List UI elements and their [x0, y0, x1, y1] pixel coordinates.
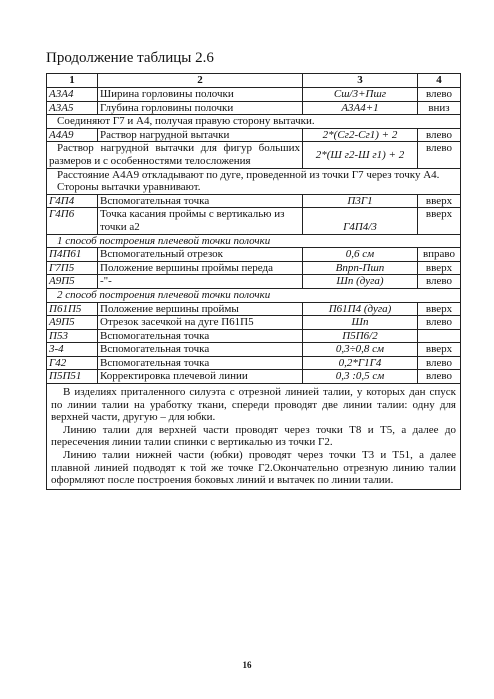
segment-cell: П61П5 [47, 302, 98, 316]
table-row [47, 261, 461, 275]
description-cell: Положение вершины проймы переда [98, 261, 303, 275]
note-paragraph: Линию талии нижней части (юбки) проводят через точки Т3 и Т51, а далее плавной линией подводят к той же точке Г2.Окончательно отрезную линию талии оформляют после построения боковых линий и вытачек по линии талии. [51, 449, 456, 487]
direction-cell: вниз [418, 101, 461, 115]
segment-cell: П53 [47, 329, 98, 343]
table-row [47, 142, 461, 168]
formula-cell: 0,6 см [303, 248, 418, 262]
table-row [47, 370, 461, 384]
segment-cell: А9П5 [47, 275, 98, 289]
header-col-2: 2 [98, 74, 303, 88]
direction-cell: вверх [418, 194, 461, 208]
formula-cell: 2*(Ш г2-Ш г1) + 2 [303, 142, 418, 168]
section-row-text: Соединяют Г7 и А4, получая правую сторону вытачки. [47, 115, 461, 129]
page-title: Продолжение таблицы 2.6 [46, 50, 214, 66]
table-row [47, 128, 461, 142]
table-row [47, 316, 461, 330]
segment-cell: Г7П5 [47, 261, 98, 275]
description-cell: -"- [98, 275, 303, 289]
table-row [47, 248, 461, 262]
segment-cell: П4П61 [47, 248, 98, 262]
table-row [47, 208, 461, 234]
direction-cell: вверх [418, 343, 461, 357]
description-cell: Вспомогательная точка [98, 194, 303, 208]
formula-cell: 0,2*Г1Г4 [303, 356, 418, 370]
description-cell: Вспомогательная точка [98, 356, 303, 370]
segment-cell: А4А9 [47, 128, 98, 142]
direction-cell: влево [418, 316, 461, 330]
section-row-text: 1 способ построения плечевой точки полочки [47, 234, 461, 248]
description-cell: Вспомогательная точка [98, 343, 303, 357]
direction-cell: вверх [418, 208, 461, 234]
header-col-3: 3 [303, 74, 418, 88]
table-row [47, 101, 461, 115]
table-row [47, 329, 461, 343]
direction-cell: влево [418, 128, 461, 142]
direction-cell: вправо [418, 248, 461, 262]
formula-cell: П61П4 (дуга) [303, 302, 418, 316]
direction-cell: влево [418, 370, 461, 384]
merged-cell: Раствор нагрудной вытачки для фигур больших размеров и с особенностями телосложения [47, 142, 303, 168]
formula-cell: Впрп-Пшп [303, 261, 418, 275]
direction-cell: влево [418, 356, 461, 370]
direction-cell: влево [418, 275, 461, 289]
direction-cell: вверх [418, 302, 461, 316]
section-row-text: 2 способ построения плечевой точки полочки [47, 288, 461, 302]
table-row [47, 356, 461, 370]
table-row [47, 115, 461, 129]
formula-cell: 0,3 :0,5 см [303, 370, 418, 384]
description-cell: Точка касания проймы с вертикалью из точки а2 [98, 208, 303, 234]
data-table [46, 73, 461, 490]
segment-cell: А9П5 [47, 316, 98, 330]
description-cell: Раствор нагрудной вытачки [98, 128, 303, 142]
formula-cell: Шп [303, 316, 418, 330]
section-row-text: Расстояние А4А9 откладывают по дуге, проведенной из точки Г7 через точку А4. Стороны вытачки уравнивают. [47, 168, 461, 194]
segment-cell: А3А5 [47, 101, 98, 115]
note-paragraph: Линию талии для верхней части проводят через точки Т8 и Т5, а далее до пересечения линии талии спинки с вертикалью из точки Г2. [51, 423, 456, 449]
table-row [47, 343, 461, 357]
segment-cell: Г42 [47, 356, 98, 370]
description-cell: Положение вершины проймы [98, 302, 303, 316]
table-header-row [47, 74, 461, 88]
notes-row [47, 384, 461, 490]
table-row [47, 288, 461, 302]
formula-cell: 2*(Сг2-Сг1) + 2 [303, 128, 418, 142]
note-paragraph: В изделиях приталенного силуэта с отрезной линией талии, у которых дан спуск по линии талии на уработку ткани, спереди проводят две линии талии: одну для верхней части, другую – для юбки. [51, 386, 456, 424]
direction-cell: влево [418, 142, 461, 168]
direction-cell [418, 329, 461, 343]
notes-cell [47, 384, 461, 490]
formula-cell: Сш/3+Пшг [303, 88, 418, 102]
formula-cell: П5П6/2 [303, 329, 418, 343]
table-row [47, 168, 461, 194]
description-cell: Вспомогательная точка [98, 329, 303, 343]
table-row [47, 194, 461, 208]
description-cell: Отрезок засечкой на дуге П61П5 [98, 316, 303, 330]
formula-cell: Г4П4/3 [303, 208, 418, 234]
segment-cell: 3-4 [47, 343, 98, 357]
description-cell: Корректировка плечевой линии [98, 370, 303, 384]
description-cell: Вспомогательный отрезок [98, 248, 303, 262]
table-row [47, 234, 461, 248]
table-body [47, 88, 461, 384]
header-col-1: 1 [47, 74, 98, 88]
description-cell: Глубина горловины полочки [98, 101, 303, 115]
table-row [47, 302, 461, 316]
direction-cell: вверх [418, 261, 461, 275]
segment-cell: П5П51 [47, 370, 98, 384]
formula-cell: Шп (дуга) [303, 275, 418, 289]
formula-cell: А3А4+1 [303, 101, 418, 115]
formula-cell: П3Г1 [303, 194, 418, 208]
segment-cell: А3А4 [47, 88, 98, 102]
description-cell: Ширина горловины полочки [98, 88, 303, 102]
page-number: 16 [242, 660, 252, 670]
table-row [47, 275, 461, 289]
segment-cell: Г4П4 [47, 194, 98, 208]
formula-cell: 0,3÷0,8 см [303, 343, 418, 357]
direction-cell: влево [418, 88, 461, 102]
header-col-4: 4 [418, 74, 461, 88]
segment-cell: Г4П6 [47, 208, 98, 234]
table-row [47, 88, 461, 102]
